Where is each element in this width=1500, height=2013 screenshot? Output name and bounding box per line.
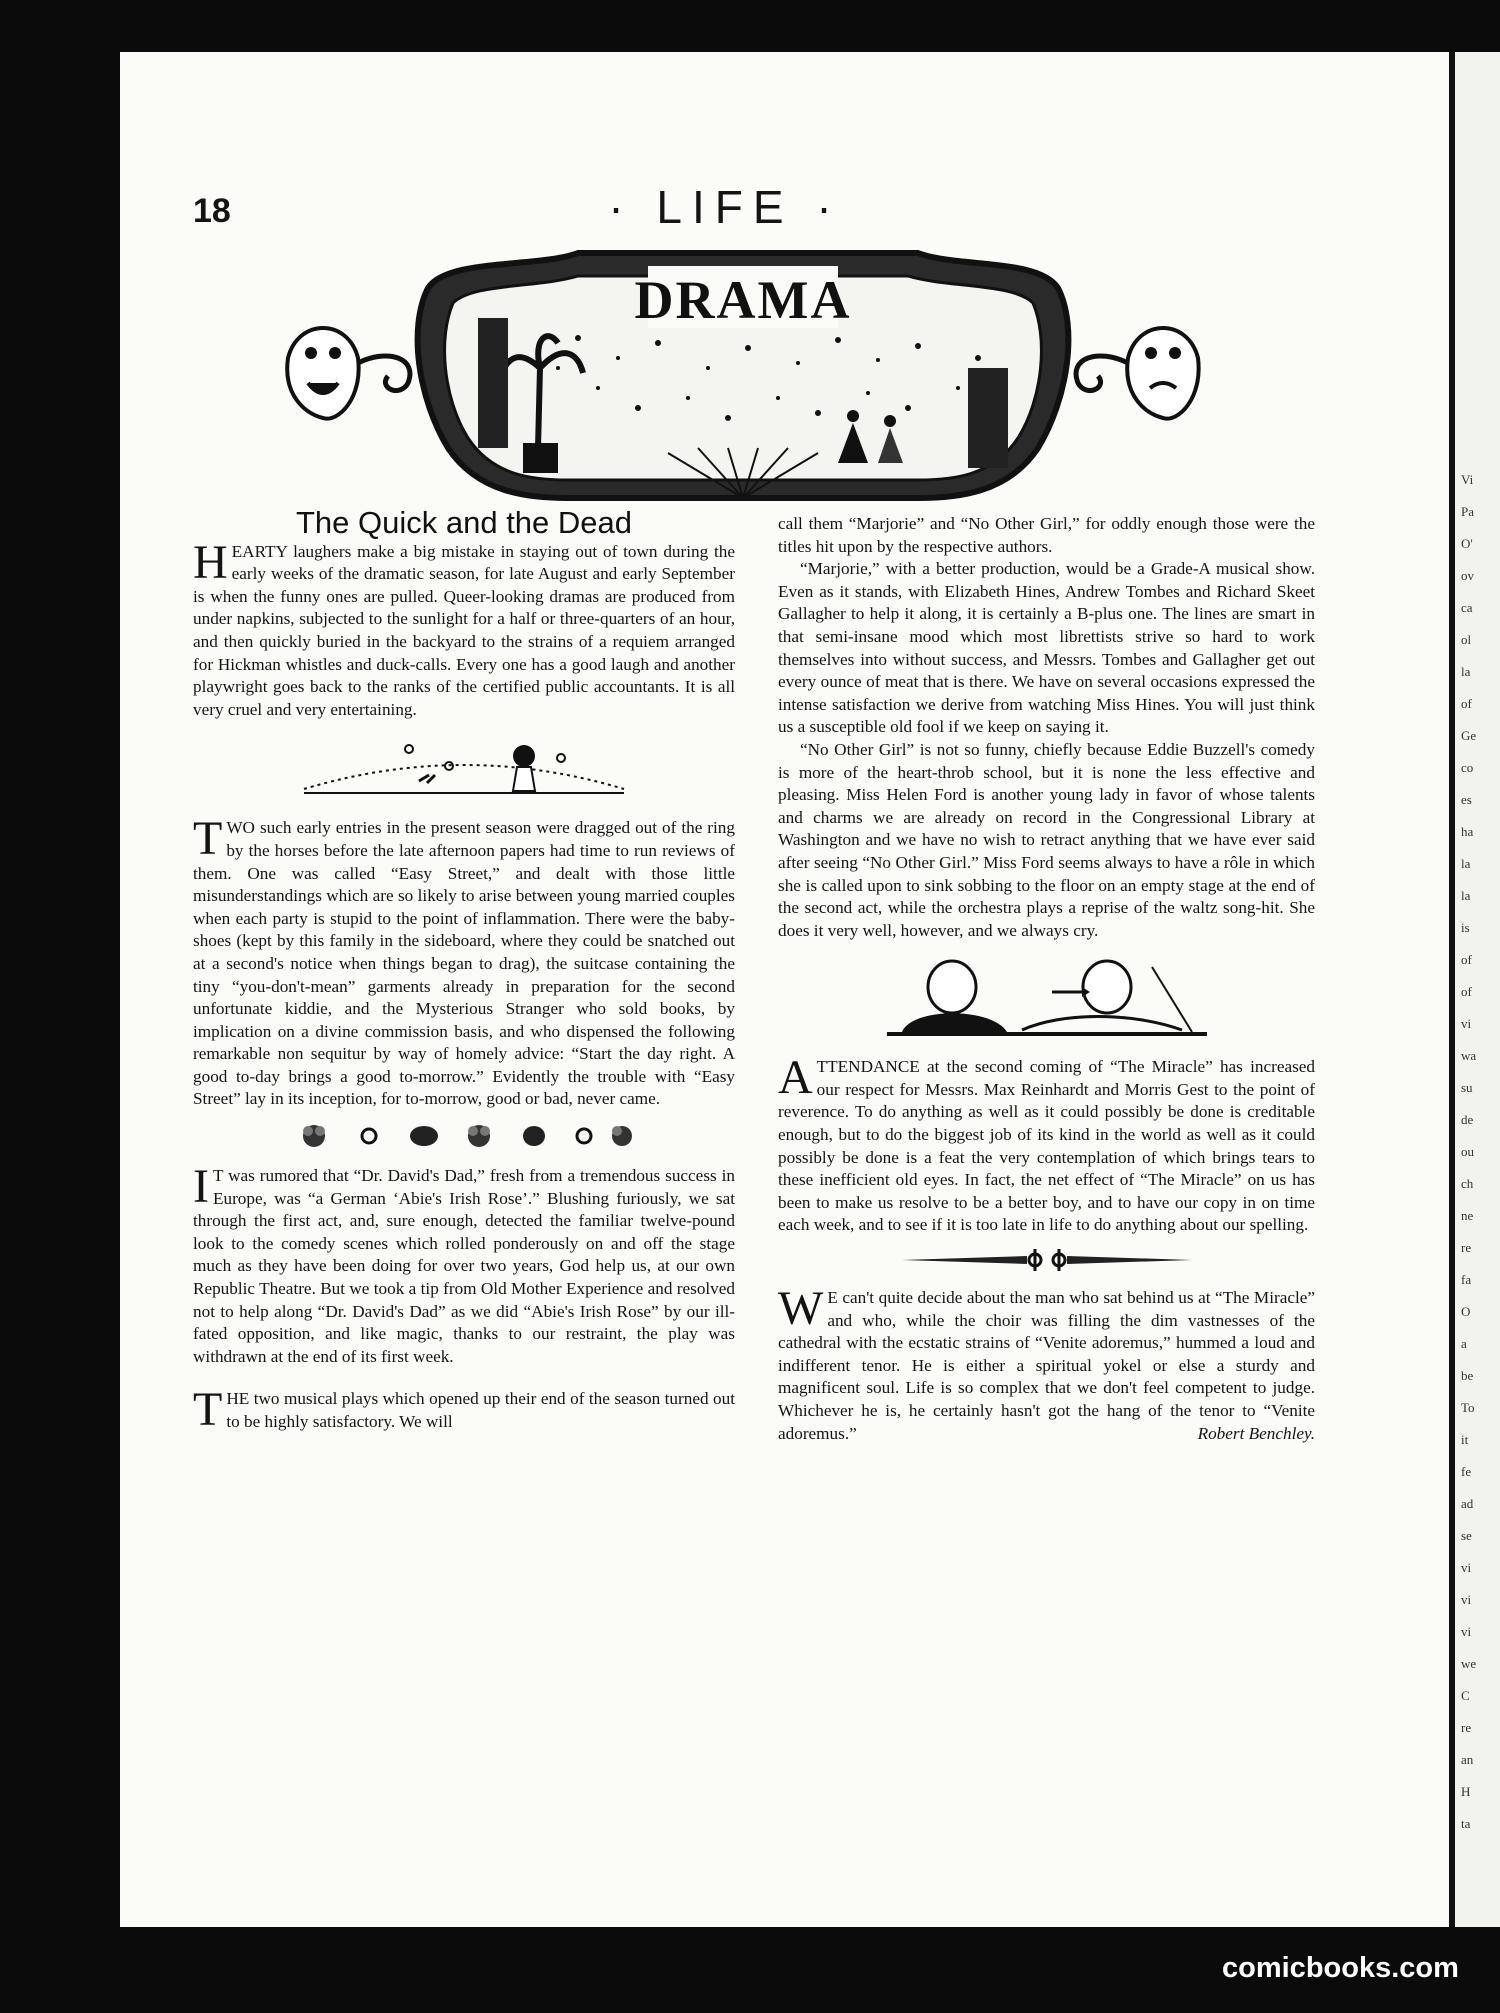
- adjacent-page-fragment: H: [1461, 1784, 1471, 1799]
- sword-ornament-divider: [897, 1247, 1197, 1273]
- flower-ornament-divider: [294, 1121, 634, 1151]
- paragraph-7: “No Other Girl” is not so funny, chiefly because Eddie Buzzell's comedy is more of the heart-throb school, but it is none the less effective and pleasing. Miss Helen Ford is another young lady in favor of whose talents and charms we are already on record in the Congressional Library at Washington and we have no wish to retract anything that we have ever said after seeing “No Other Girl.” Miss Ford seems always to have a rôle in which she is called upon to sink sobbing to the floor on an empty stage at the end of the second act, while the orchestra plays a reprise of the waltz song-hit. She does it very well, however, and we always cry.: [778, 739, 1315, 940]
- adjacent-page-fragment: a: [1461, 1336, 1467, 1351]
- drop-cap: T: [193, 1383, 223, 1437]
- masthead-title: · LIFE ·: [608, 181, 842, 233]
- adjacent-page-fragment: ad: [1461, 1496, 1474, 1511]
- paragraph-text: T was rumored that “Dr. David's Dad,” fresh from a tremendous success in Europe, was “a German ‘Abie's Irish Rose’.” Blushing furiously, we sat through the first act, and, sure enough, detected the familiar twelve-pound look to the comedy scenes which rolled ponderously on and off the stage much as they have been doing for over two years, God help us, at our own Republic Theatre. But we took a tip from Old Mother Experience and resolved not to help along “Dr. David's Dad” as we did “Abie's Irish Rose” by our ill-fated opposition, and like magic, thanks to our restraint, the play was withdrawn at the end of its first week.: [193, 1166, 735, 1366]
- adjacent-page-fragment: of: [1461, 696, 1472, 711]
- drop-cap: A: [778, 1051, 813, 1105]
- drop-cap: T: [193, 812, 223, 866]
- tossing-figure-illustration: [299, 731, 629, 803]
- adjacent-page-fragment: it: [1461, 1432, 1469, 1447]
- adjacent-page-fragment: ha: [1461, 824, 1474, 839]
- left-column: [193, 505, 735, 1437]
- paragraph-text: TTENDANCE at the second coming of “The Miracle” has increased our respect for Messrs. Max Reinhardt and Morris Gest to the point of reverence. To do anything as well as it could possibly be done is creditable enough, but to do the biggest job of its kind in the world as well as it could possibly be done is a feat the very contemplation of which brings tears to these inefficient old eyes. In fact, the net effect of “The Miracle” on us has been to make us resolve to be a better boy, and to have our copy in on time each week, and to see if it is too late in life to do anything about our spelling.: [778, 1057, 1315, 1235]
- paragraph-text: WO such early entries in the present season were dragged out of the ring by the horses before the late afternoon papers had time to run reviews of them. One was called “Easy Street,” and dealt with those little misunderstandings which are so likely to arise between young married couples when each party is stupid to the point of inflammation. There were the baby-shoes (kept by this family in the sideboard, where they could be snatched out at a second's notice when things began to drag), the suitcase containing the tiny “you-don't-mean” garments already in preparation for the second unfortunate kiddie, and the Mysterious Stranger who sold books, by implication on a divine commission basis, and who dispensed the following remarkable non sequitur by way of homely advice: “Start the day right. A good to-day brings a good to-morrow.” Evidently the trouble with “Easy Street” lay in its inception, for to-morrow, good or bad, never came.: [193, 818, 735, 1109]
- right-mask-icon: [1076, 328, 1199, 419]
- adjacent-page-fragment: Ge: [1461, 728, 1477, 743]
- adjacent-page-fragment: an: [1461, 1752, 1474, 1767]
- adjacent-page-fragment: C: [1461, 1688, 1470, 1703]
- adjacent-page-fragment: ta: [1461, 1816, 1471, 1831]
- drop-cap: W: [778, 1282, 824, 1336]
- adjacent-page-fragment: be: [1461, 1368, 1474, 1383]
- adjacent-page-fragment: ca: [1461, 600, 1473, 615]
- adjacent-page-fragment: Vi: [1461, 472, 1474, 487]
- adjacent-page-fragment: vi: [1461, 1592, 1472, 1607]
- adjacent-page-fragment: To: [1461, 1400, 1475, 1415]
- adjacent-page-fragment: es: [1461, 792, 1472, 807]
- adjacent-page-fragment: ne: [1461, 1208, 1474, 1223]
- adjacent-page-fragment: of: [1461, 984, 1472, 999]
- right-column: [778, 513, 1315, 1445]
- paragraph-9: [778, 1282, 1315, 1445]
- adjacent-page-fragment: re: [1461, 1240, 1472, 1255]
- drama-banner-illustration: [278, 248, 1208, 508]
- drop-cap: I: [193, 1160, 209, 1214]
- paragraph-8: [778, 1051, 1315, 1237]
- adjacent-page-fragment: la: [1461, 888, 1471, 903]
- adjacent-page-fragment: de: [1461, 1112, 1474, 1127]
- adjacent-page-fragment: O': [1461, 536, 1473, 551]
- adjacent-page-fragment: ov: [1461, 568, 1474, 583]
- adjacent-page-fragment: ch: [1461, 1176, 1474, 1191]
- paragraph-6: “Marjorie,” with a better production, would be a Grade-A musical show. Even as it stands, with Elizabeth Hines, Andrew Tombes and Richard Skeet Gallagher to help it along, it is certainly a B-plus one. The lines are smart in that semi-insane mood which most librettists strive so hard to work themselves into without success, and Messrs. Tombes and Gallagher get out every ounce of meat that is there. We have on several occasions expressed the intense satisfaction we derive from watching Miss Hines. You will just think us a susceptible old fool if we keep on saying it.: [778, 559, 1315, 737]
- adjacent-page-fragment: ol: [1461, 632, 1472, 647]
- left-mask-icon: [287, 328, 410, 419]
- adjacent-page-fragment: la: [1461, 856, 1471, 871]
- paragraph-1: [193, 535, 735, 722]
- adjacent-page-fragment: vi: [1461, 1624, 1472, 1639]
- adjacent-page-fragment: is: [1461, 920, 1470, 935]
- paragraph-3: [193, 1160, 735, 1368]
- site-watermark: comicbooks.com: [1222, 1952, 1459, 1984]
- adjacent-page-fragment: re: [1461, 1720, 1472, 1735]
- paragraph-2: [193, 812, 735, 1111]
- drop-cap: H: [193, 535, 228, 589]
- adjacent-page-fragment: fe: [1461, 1464, 1472, 1479]
- adjacent-page-fragment: ou: [1461, 1144, 1474, 1159]
- paragraph-text: E can't quite decide about the man who sat behind us at “The Miracle” and who, while the choir was filling the dim vastnesses of the cathedral with the ecstatic strains of “Venite adoremus,” hummed a loud and indifferent tenor. He is either a spiritual yokel or else a sturdy and magnificent soul. Life is so complex that we don't feel competent to judge. Whichever he is, he certainly hasn't got the hang of the tenor to “Venite adoremus.”: [778, 1288, 1315, 1443]
- adjacent-page-fragment: wa: [1461, 1048, 1477, 1063]
- adjacent-page-fragment: of: [1461, 952, 1472, 967]
- adjacent-page-fragment: Pa: [1461, 504, 1474, 519]
- adjacent-page-fragment: su: [1461, 1080, 1473, 1095]
- bowing-figures-illustration: [882, 952, 1212, 1042]
- adjacent-page-fragment: vi: [1461, 1016, 1472, 1031]
- article-title: The Quick and the Dead: [295, 505, 633, 540]
- author-signature: Robert Benchley.: [1197, 1423, 1315, 1443]
- adjacent-page-edge: [1455, 52, 1500, 1927]
- banner-word: DRAMA: [634, 270, 852, 330]
- paragraph-text: HE two musical plays which opened up their end of the season turned out to be highly satisfactory. We will: [226, 1389, 735, 1431]
- paragraph-4: [193, 1383, 735, 1437]
- adjacent-page-fragment: we: [1461, 1656, 1477, 1671]
- adjacent-page-fragment: co: [1461, 760, 1474, 775]
- adjacent-page-fragment: O: [1461, 1304, 1471, 1319]
- paragraph-text: EARTY laughers make a big mistake in staying out of town during the early weeks of the dramatic season, for late August and early September is when the funny ones are pulled. Queer-looking dramas are produced from under napkins, subjected to the sunlight for a half or three-quarters of an hour, and then quickly buried in the backyard to the strains of a requiem arranged for Hickman whistles and duck-calls. Every one has a good laugh and another playwright goes back to the ranks of the certified public accountants. It is all very cruel and very entertaining.: [193, 541, 735, 719]
- adjacent-page-fragment: se: [1461, 1528, 1472, 1543]
- paragraph-5: call them “Marjorie” and “No Other Girl,” for oddly enough those were the titles hit upon by the respective authors.: [778, 514, 1315, 556]
- adjacent-page-fragment: fa: [1461, 1272, 1472, 1287]
- adjacent-page-fragment: vi: [1461, 1560, 1472, 1575]
- adjacent-page-fragment: la: [1461, 664, 1471, 679]
- page-number: 18: [193, 192, 231, 230]
